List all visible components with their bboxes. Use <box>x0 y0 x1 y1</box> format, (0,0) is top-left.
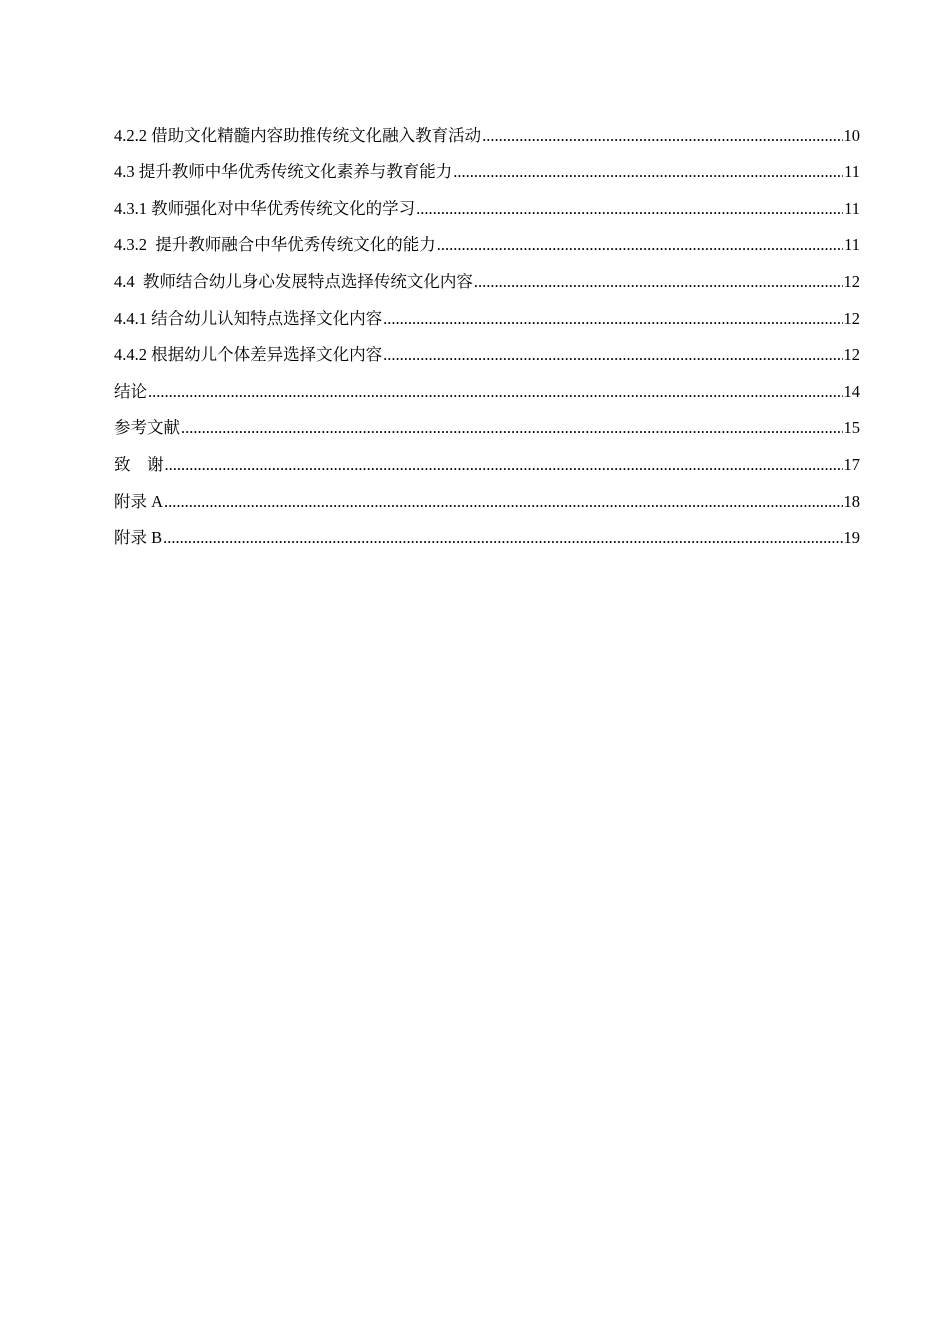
toc-dot-leader <box>164 492 842 512</box>
toc-entry-page: 11 <box>844 198 860 218</box>
table-of-contents <box>114 109 860 548</box>
toc-entry-title: 4.2.2 借助文化精髓内容助推传统文化融入教育活动 <box>114 125 482 145</box>
toc-dot-leader <box>148 382 843 402</box>
toc-entry-title: 参考文献 <box>114 418 180 438</box>
toc-dot-leader <box>383 309 842 329</box>
toc-entry-title: 4.4.1 结合幼儿认知特点选择文化内容 <box>114 308 383 328</box>
toc-dot-leader <box>181 418 843 438</box>
toc-entry[interactable] <box>114 438 860 475</box>
toc-entry-title: 4.3.1 教师强化对中华优秀传统文化的学习 <box>114 198 416 218</box>
toc-entry[interactable] <box>114 109 860 146</box>
toc-dot-leader <box>163 528 842 548</box>
toc-dot-leader <box>416 199 843 219</box>
toc-entry-title: 4.4.2 根据幼儿个体差异选择文化内容 <box>114 345 383 365</box>
toc-dot-leader <box>482 126 842 146</box>
toc-entry[interactable] <box>114 329 860 366</box>
toc-dot-leader <box>453 162 843 182</box>
toc-entry-page: 18 <box>843 491 860 511</box>
toc-entry-page: 15 <box>843 418 860 438</box>
toc-entry-title: 结论 <box>114 381 147 401</box>
toc-entry[interactable] <box>114 512 860 549</box>
toc-entry-page: 12 <box>843 345 860 365</box>
toc-entry[interactable] <box>114 475 860 512</box>
toc-entry[interactable] <box>114 365 860 402</box>
toc-entry[interactable] <box>114 292 860 329</box>
toc-entry[interactable] <box>114 146 860 183</box>
toc-entry-page: 14 <box>843 381 860 401</box>
toc-entry-title: 致 谢 <box>114 454 164 474</box>
toc-entry[interactable] <box>114 219 860 256</box>
toc-entry-page: 17 <box>843 454 860 474</box>
toc-entry-title: 4.4 教师结合幼儿身心发展特点选择传统文化内容 <box>114 271 473 291</box>
toc-entry-page: 10 <box>843 125 860 145</box>
toc-entry[interactable] <box>114 402 860 439</box>
toc-dot-leader <box>437 235 843 255</box>
toc-entry-title: 4.3.2 提升教师融合中华优秀传统文化的能力 <box>114 235 436 255</box>
toc-dot-leader <box>383 345 842 365</box>
toc-entry-title: 附录 B <box>114 528 163 548</box>
toc-entry-page: 19 <box>843 528 860 548</box>
toc-entry-page: 12 <box>843 308 860 328</box>
toc-entry[interactable] <box>114 255 860 292</box>
toc-entry-title: 4.3 提升教师中华优秀传统文化素养与教育能力 <box>114 162 453 182</box>
toc-entry-title: 附录 A <box>114 491 164 511</box>
toc-entry-page: 12 <box>843 271 860 291</box>
toc-entry-page: 11 <box>844 235 860 255</box>
toc-dot-leader <box>474 272 843 292</box>
toc-entry-page: 11 <box>844 162 860 182</box>
toc-dot-leader <box>165 455 843 475</box>
toc-entry[interactable] <box>114 182 860 219</box>
